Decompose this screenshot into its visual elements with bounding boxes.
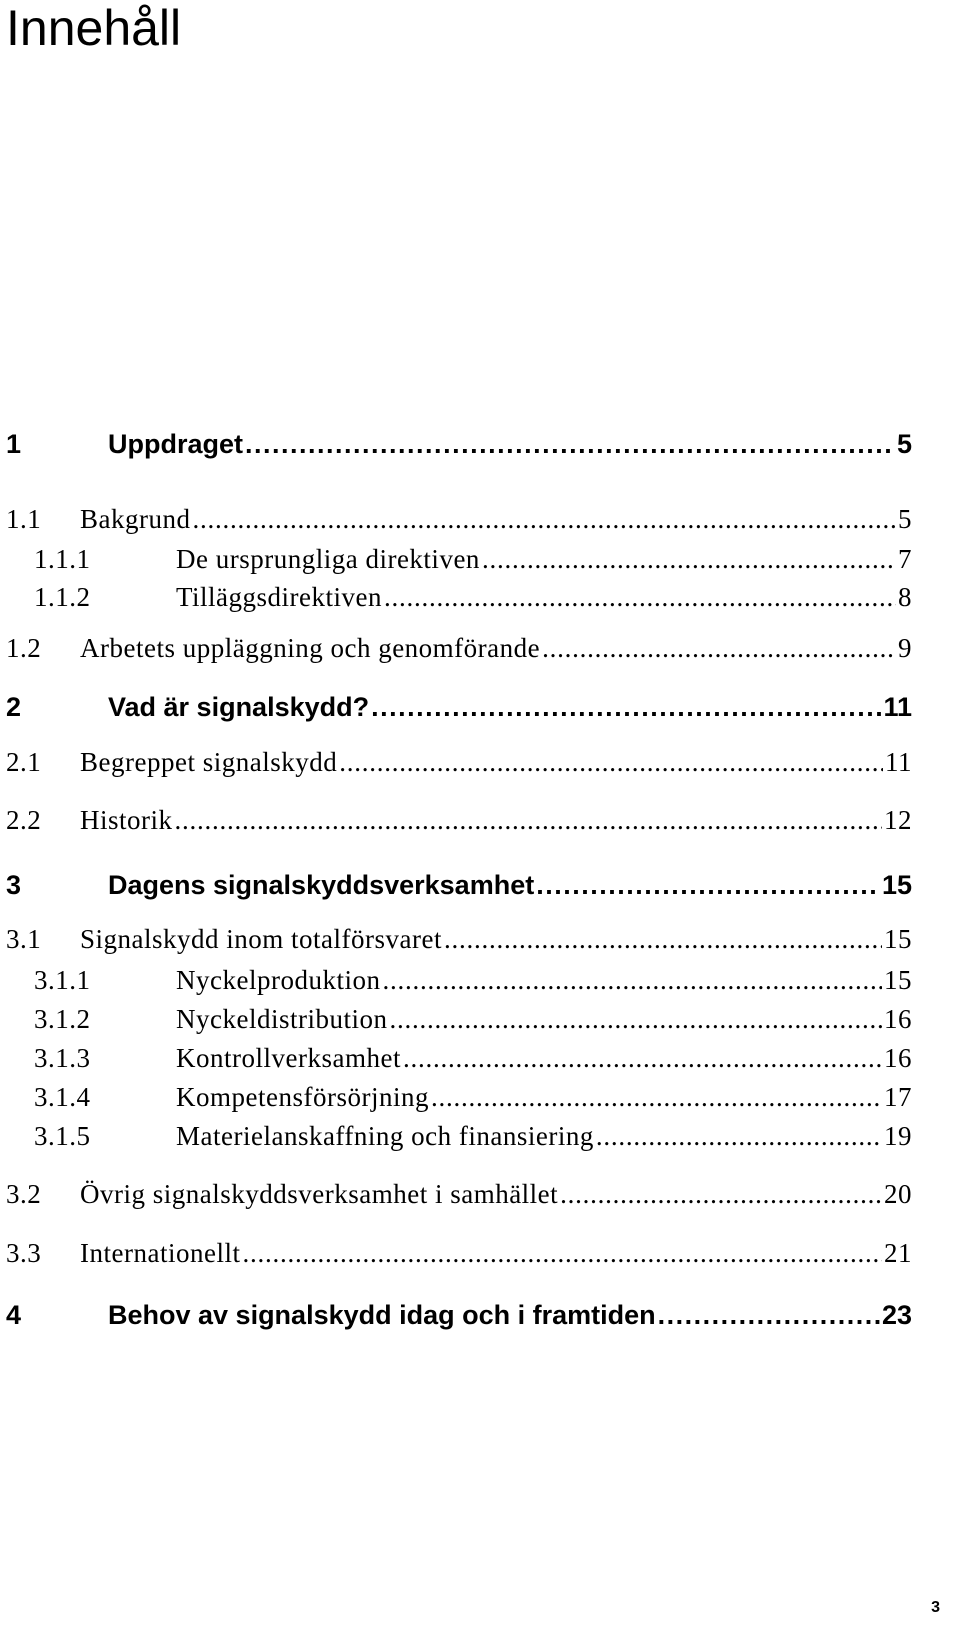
- toc-dot-leader: [403, 1043, 882, 1074]
- toc-dot-leader: [382, 965, 882, 996]
- toc-entry-title: Nyckeldistribution: [176, 1004, 388, 1034]
- toc-entry[interactable]: [6, 1118, 912, 1152]
- toc-entry-title: Behov av signalskydd idag och i framtiden: [108, 1300, 656, 1330]
- toc-entry-page: 15: [884, 924, 912, 954]
- toc-entry-page: 15: [881, 870, 912, 900]
- toc-entry-page: 11: [885, 747, 912, 777]
- toc-entry-title: Kontrollverksamhet: [176, 1043, 401, 1073]
- toc-entry-page: 11: [883, 692, 912, 722]
- toc-entry-number: 3.2: [6, 1179, 42, 1209]
- toc-entry[interactable]: [6, 1040, 912, 1074]
- toc-entry[interactable]: [6, 1001, 912, 1035]
- page-title: Innehåll: [6, 0, 182, 56]
- toc-entry-page: 20: [884, 1179, 912, 1209]
- toc-entry-number: 3.1.3: [34, 1043, 91, 1073]
- toc-dot-leader: [658, 1300, 880, 1331]
- toc-dot-leader: [542, 633, 896, 664]
- toc-entry[interactable]: [6, 501, 912, 535]
- toc-dot-leader: [192, 504, 896, 535]
- toc-entry[interactable]: [6, 1295, 912, 1331]
- toc-entry[interactable]: [6, 962, 912, 996]
- toc-entry-title: Övrig signalskyddsverksamhet i samhället: [80, 1179, 559, 1209]
- toc-entry-number: 1.1.2: [34, 582, 91, 612]
- toc-entry-title: Materielanskaffning och finansiering: [176, 1121, 594, 1151]
- toc-entry-page: 19: [884, 1121, 912, 1151]
- toc-entry-page: 7: [898, 544, 912, 574]
- toc-dot-leader: [389, 1004, 882, 1035]
- toc-dot-leader: [560, 1179, 882, 1210]
- toc-entry-number: 2: [6, 692, 22, 722]
- toc-entry-number: 3.1: [6, 924, 42, 954]
- toc-dot-leader: [384, 582, 896, 613]
- toc-entry-title: Internationellt: [80, 1238, 241, 1268]
- toc-entry-title: Bakgrund: [80, 504, 191, 534]
- toc-entry-number: 3.1.4: [34, 1082, 91, 1112]
- toc-entry-page: 8: [898, 582, 912, 612]
- toc-entry[interactable]: [6, 1079, 912, 1113]
- toc-entry[interactable]: [6, 744, 912, 778]
- toc-entry-title: Arbetets uppläggning och genomförande: [80, 633, 541, 663]
- toc-entry-title: Uppdraget: [108, 429, 243, 459]
- toc-entry-title: Kompetensförsörjning: [176, 1082, 429, 1112]
- toc-entry-number: 1.1.1: [34, 544, 91, 574]
- toc-entry[interactable]: [6, 541, 912, 575]
- toc-entry[interactable]: [6, 802, 912, 836]
- toc-entry-number: 3: [6, 870, 22, 900]
- page-number: 3: [931, 1599, 940, 1616]
- toc-entry-page: 12: [884, 805, 912, 835]
- toc-entry-number: 4: [6, 1300, 22, 1330]
- toc-entry-title: Nyckelproduktion: [176, 965, 381, 995]
- toc-dot-leader: [596, 1121, 882, 1152]
- toc-entry-number: 2.1: [6, 747, 42, 777]
- toc-entry[interactable]: [6, 921, 912, 955]
- toc-entry-number: 3.3: [6, 1238, 42, 1268]
- toc-entry-title: Dagens signalskyddsverksamhet: [108, 870, 535, 900]
- toc-entry-number: 3.1.5: [34, 1121, 91, 1151]
- toc-entry-number: 3.1.1: [34, 965, 91, 995]
- toc-entry-page: 5: [896, 429, 912, 459]
- toc-entry[interactable]: [6, 1235, 912, 1269]
- toc-entry-page: 21: [884, 1238, 912, 1268]
- toc-dot-leader: [175, 805, 882, 836]
- toc-entry-page: 16: [884, 1004, 912, 1034]
- toc-dot-leader: [431, 1082, 882, 1113]
- toc-entry-title: Historik: [80, 805, 173, 835]
- toc-dot-leader: [245, 429, 895, 460]
- toc-entry[interactable]: [6, 1176, 912, 1210]
- toc-entry[interactable]: [6, 630, 912, 664]
- toc-entry-number: 2.2: [6, 805, 42, 835]
- toc-entry-number: 1: [6, 429, 22, 459]
- toc-dot-leader: [536, 870, 880, 901]
- toc-entry[interactable]: [6, 687, 912, 723]
- toc-entry-page: 9: [898, 633, 912, 663]
- toc-entry-title: Signalskydd inom totalförsvaret: [80, 924, 442, 954]
- toc-entry-number: 1.2: [6, 633, 42, 663]
- toc-entry-page: 5: [898, 504, 912, 534]
- toc-entry-title: Vad är signalskydd?: [108, 692, 370, 722]
- toc-dot-leader: [242, 1238, 882, 1269]
- toc-dot-leader: [371, 692, 881, 723]
- toc-entry-number: 1.1: [6, 504, 42, 534]
- toc-entry-number: 3.1.2: [34, 1004, 91, 1034]
- toc-entry-title: De ursprungliga direktiven: [176, 544, 480, 574]
- toc-entry-title: Begreppet signalskydd: [80, 747, 338, 777]
- toc-dot-leader: [444, 924, 882, 955]
- toc-entry-page: 15: [884, 965, 912, 995]
- toc-entry-page: 17: [884, 1082, 912, 1112]
- toc-dot-leader: [339, 747, 883, 778]
- toc-entry[interactable]: [6, 579, 912, 613]
- toc-entry[interactable]: [6, 865, 912, 901]
- toc-entry[interactable]: [6, 424, 912, 460]
- toc-dot-leader: [482, 544, 896, 575]
- toc-entry-title: Tilläggsdirektiven: [176, 582, 383, 612]
- toc-entry-page: 23: [881, 1300, 912, 1330]
- toc-entry-page: 16: [884, 1043, 912, 1073]
